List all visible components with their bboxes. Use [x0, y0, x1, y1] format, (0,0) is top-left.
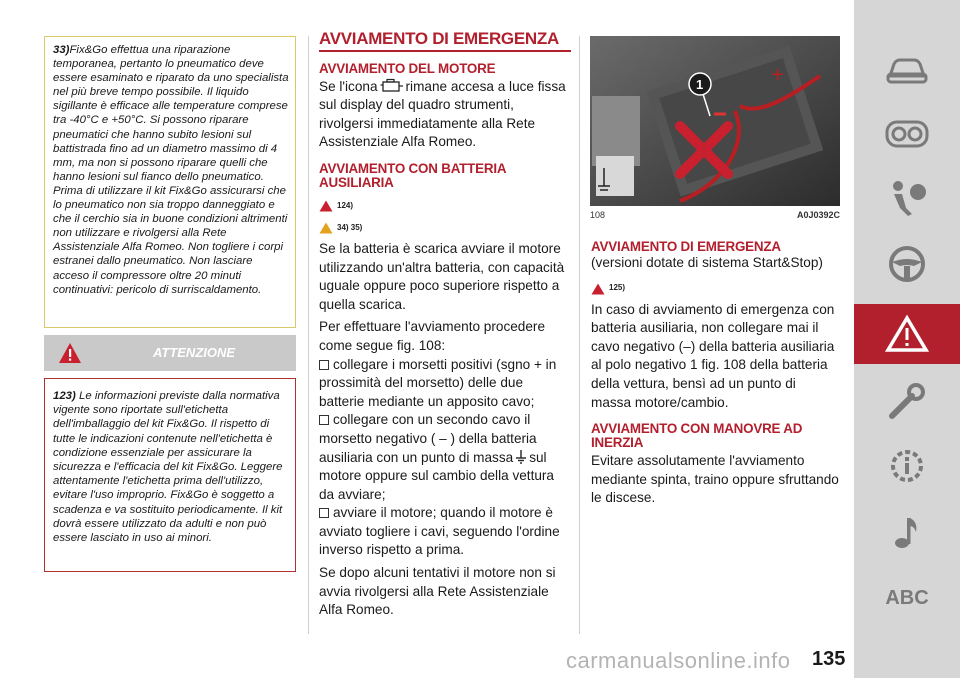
warning-ref-number: 125)	[609, 283, 626, 293]
heading-engine-start: AVVIAMENTO DEL MOTORE	[319, 60, 496, 76]
figure-caption	[590, 210, 840, 220]
note-text: Fix&Go effettua una riparazione temporanea, pertanto lo pneumatico deve essere esaminato e riparato da uno specialista nel più breve tempo possibile. Il liquido sigillante è efficace alle temperature comprese tra -40°C e +50°C. Si possono riparare pneumatici che hanno subito lesioni sul battistrada fino ad un diametro massimo di 4 mm, ma non si possono riparare quelli che hanno lesioni sul fianco dello pneumatico. Prima di utilizzare il kit Fix&Go assicurarsi che lo pneumatico non sia troppo danneggiato e che il cerchio sia in buone condizioni altrimenti non utilizzare e rivolgersi alla Rete Assistenziale Alfa Romeo. Non togliere i corpi estranei dallo pneumatico. Non lasciare acceso il compressore oltre 20 minuti continuativi: pericolo di surriscaldamento.	[53, 44, 289, 296]
chapter-technical-data-tab[interactable]	[854, 436, 960, 496]
caution-triangle-icon	[319, 222, 333, 234]
battery-illustration	[590, 36, 840, 206]
list-item-text: sul motore oppure sul cambio della vettura da avviare;	[319, 449, 554, 502]
list-item	[319, 356, 571, 412]
paragraph-text: Se l'icona	[319, 78, 378, 94]
warning-title: ATTENZIONE	[152, 345, 236, 360]
warning-ref-number: 124)	[337, 200, 354, 210]
column-divider	[579, 36, 580, 634]
column-divider	[308, 36, 309, 634]
caution-ref	[319, 220, 571, 236]
caution-ref-number: 34) 35)	[337, 222, 363, 232]
chapter-safety-tab[interactable]	[854, 168, 960, 228]
warning-ref	[319, 198, 571, 214]
chapter-instruments-tab[interactable]	[854, 104, 960, 164]
chapter-driving-tab[interactable]	[854, 234, 960, 294]
paragraph: Se dopo alcuni tentativi il motore non si avvia rivolgersi alla Rete Assistenziale Alfa Romeo.	[319, 565, 556, 618]
heading-subtitle: (versioni dotate di sistema Start&Stop)	[591, 255, 823, 270]
figure-battery-photo	[590, 36, 840, 206]
checkbox-bullet-icon	[319, 508, 329, 518]
checkbox-bullet-icon	[319, 415, 329, 425]
steering-wheel-icon	[884, 244, 930, 284]
ground-symbol-icon	[515, 450, 527, 464]
list-item	[319, 504, 571, 560]
list-item-text: collegare con un secondo cavo il morsetto negativo ( – ) della batteria ausiliaria con un punto di massa	[319, 412, 537, 465]
paragraph: Evitare assolutamente l'avviamento mediante spinta, traino oppure sfruttando le discese.	[591, 453, 839, 506]
warning-box	[44, 378, 296, 572]
info-gear-icon	[884, 446, 930, 486]
warning-triangle-icon	[591, 283, 605, 295]
heading-aux-battery: AVVIAMENTO CON BATTERIA AUSILIARIA	[319, 160, 506, 190]
right-column	[591, 240, 839, 508]
paragraph: In caso di avviamento di emergenza con batteria ausiliaria, non collegare mai il cavo negativo (–) della batteria ausiliaria al polo negativo 1 fig. 108 della batteria della vettura, bensì ad un punto di massa motore/cambio.	[591, 301, 835, 410]
seat-belt-airbag-icon	[884, 178, 930, 218]
svg-text:+: +	[770, 64, 786, 85]
paragraph-text: rimane accesa a luce fissa sul display del quadro strumenti, rivolgersi immediatamente alla Rete Assistenziale Alfa Romeo.	[319, 78, 566, 150]
chapter-multimedia-tab[interactable]	[854, 502, 960, 562]
warning-triangle-icon	[319, 200, 333, 212]
warning-header	[44, 335, 296, 371]
section-title: AVVIAMENTO DI EMERGENZA	[319, 30, 571, 52]
chapter-sidebar	[854, 0, 960, 678]
warning-ref	[591, 281, 839, 297]
page-number: 135	[812, 648, 846, 670]
checkbox-bullet-icon	[319, 360, 329, 370]
engine-warning-icon	[380, 78, 404, 94]
car-icon	[884, 50, 930, 90]
warning-number: 123)	[53, 390, 76, 402]
middle-column	[319, 30, 571, 620]
wrench-icon	[884, 382, 930, 422]
figure-number: 108	[590, 210, 606, 220]
chapter-emergency-tab[interactable]	[854, 304, 960, 364]
heading-emergency-start: AVVIAMENTO DI EMERGENZA	[591, 239, 781, 254]
chapter-car-icon-tab[interactable]	[854, 40, 960, 100]
paragraph	[319, 78, 571, 152]
list-item-text: collegare i morsetti positivi (sgno + in prossimità del morsetto) delle due batterie mediante un apposito cavo;	[319, 356, 557, 409]
note-box	[44, 36, 296, 328]
list-item-text: avviare il motore; quando il motore è avviato togliere i cavi, seguendo l'ordine inverso rispetto a prima.	[319, 505, 560, 558]
watermark: carmanualsonline.info	[566, 648, 791, 673]
figure-code: A0J0392C	[796, 210, 840, 220]
note-number: 33)	[53, 44, 70, 56]
chapter-maintenance-tab[interactable]	[854, 372, 960, 432]
index-label: ABC	[885, 586, 929, 609]
list-item	[319, 411, 571, 504]
warning-triangle-icon	[884, 314, 930, 354]
heading-inertia-start: AVVIAMENTO CON MANOVRE AD INERZIA	[591, 421, 803, 451]
chapter-index-tab[interactable]	[854, 568, 960, 628]
warning-triangle-icon	[58, 342, 82, 364]
paragraph: Per effettuare l'avviamento procedere come segue fig. 108:	[319, 319, 546, 353]
paragraph: Se la batteria è scarica avviare il motore utilizzando un'altra batteria, con capacità uguale oppure poco superiore rispetto a quella scarica.	[319, 240, 565, 312]
callout-number: 1	[696, 77, 704, 92]
dashboard-gauges-icon	[884, 114, 930, 154]
warning-text: Le informazioni previste dalla normativa vigente sono riportate sull'etichetta dell'imballaggio del kit Fix&Go. Il rispetto di tutte le indicazioni contenute nell'etichetta è condizione essenziale per assicurare la sicurezza e l'efficacia del kit Fix&Go. Leggere attentamente l'etichetta prima dell'utilizzo, evitare l'uso improprio. Fix&Go è soggetto a scadenza e va sostituito periodicamente. Il kit dovrà essere utilizzato da adulti e non può essere lasciato in uso ai minori.	[53, 390, 283, 545]
music-note-icon	[884, 512, 930, 552]
